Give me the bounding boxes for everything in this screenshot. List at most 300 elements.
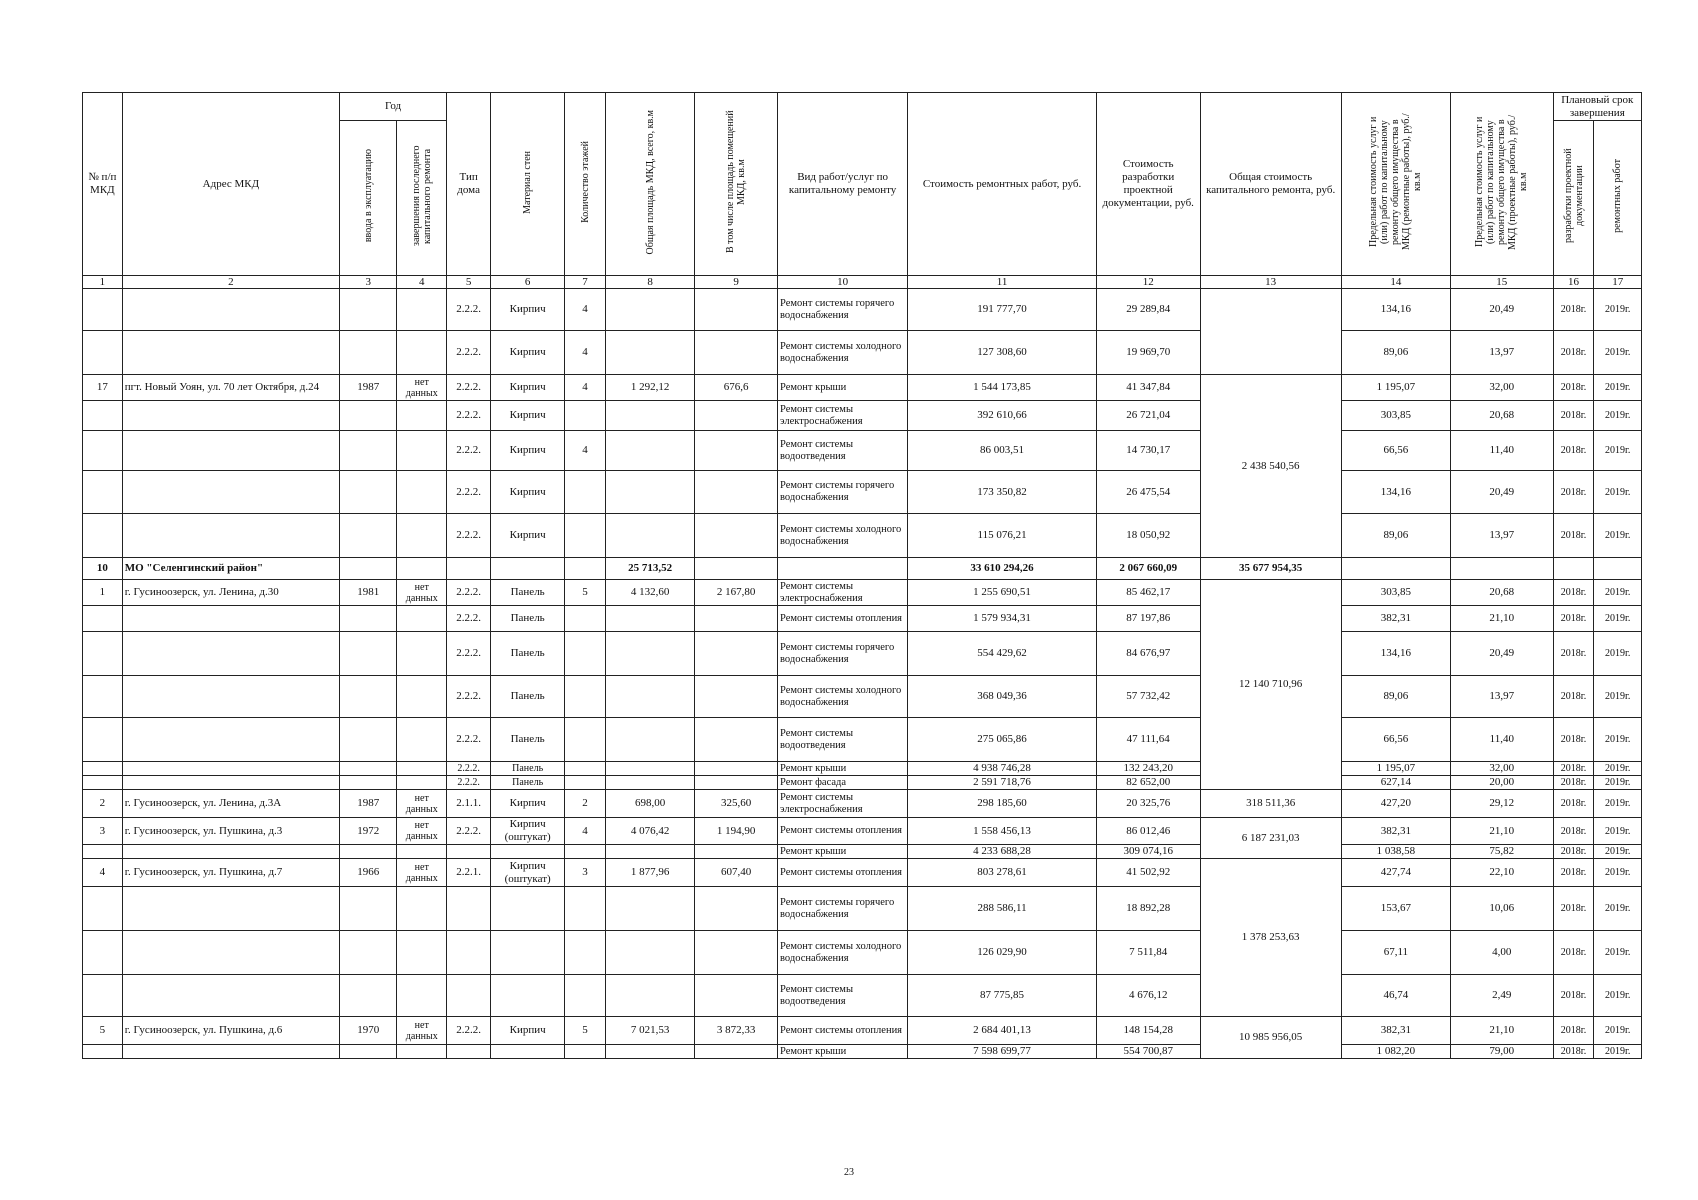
premises-area-cell: 2 167,80: [695, 580, 778, 606]
deadline-design-cell: 2018г.: [1553, 331, 1594, 375]
limit-repair-cell: 1 195,07: [1341, 375, 1450, 401]
deadline-repair-cell: 2019г.: [1594, 790, 1642, 818]
address-cell: [122, 931, 339, 975]
year-last-repair-cell: [397, 845, 447, 859]
design-cost-cell: 29 289,84: [1096, 289, 1200, 331]
limit-design-cell: 21,10: [1451, 818, 1554, 845]
work-type-cell: Ремонт системы холодного водоснабжения: [778, 931, 908, 975]
header-total-area: [605, 93, 694, 276]
repair-cost-cell: 126 029,90: [908, 931, 1097, 975]
total-area-cell: [605, 718, 694, 762]
total-area-cell: [605, 845, 694, 859]
limit-design-cell: 21,10: [1451, 606, 1554, 632]
table-row: [83, 632, 1642, 676]
address-cell: г. Гусиноозерск, ул. Пушкина, д.3: [122, 818, 339, 845]
premises-area-cell: 1 194,90: [695, 818, 778, 845]
design-cost-cell: 7 511,84: [1096, 931, 1200, 975]
wall-material-cell: Панель: [491, 776, 565, 790]
wall-material-cell: Панель: [491, 606, 565, 632]
house-type-cell: 2.2.2.: [447, 331, 491, 375]
house-number-cell: 1: [83, 580, 123, 606]
header-limit-design-text: Предельная стоимость услуг и (или) работ по капитальному ремонту общего имущества в МКД (проектные работы), руб./кв.м: [1474, 114, 1530, 250]
house-number-cell: [83, 762, 123, 776]
repair-cost-cell: 1 255 690,51: [908, 580, 1097, 606]
deadline-repair-cell: 2019г.: [1594, 776, 1642, 790]
house-type-cell: [447, 931, 491, 975]
limit-design-cell: [1451, 558, 1554, 580]
deadline-design-cell: 2018г.: [1553, 289, 1594, 331]
limit-repair-cell: 134,16: [1341, 471, 1450, 514]
repair-cost-cell: 4 938 746,28: [908, 762, 1097, 776]
house-number-cell: 17: [83, 375, 123, 401]
year-commission-cell: [340, 1045, 397, 1059]
deadline-design-cell: 2018г.: [1553, 790, 1594, 818]
limit-repair-cell: 303,85: [1341, 580, 1450, 606]
house-type-cell: 2.2.2.: [447, 606, 491, 632]
col-number: 9: [695, 276, 778, 289]
year-last-repair-cell: [397, 471, 447, 514]
total-cost-cell: 1 378 253,63: [1200, 859, 1341, 1017]
design-cost-cell: 148 154,28: [1096, 1017, 1200, 1045]
work-type-cell: Ремонт системы отопления: [778, 859, 908, 887]
address-cell: [122, 975, 339, 1017]
wall-material-cell: [491, 1045, 565, 1059]
header-deadline: Плановый срок завершения: [1553, 93, 1641, 121]
deadline-design-cell: 2018г.: [1553, 718, 1594, 762]
total-cost-cell: 318 511,36: [1200, 790, 1341, 818]
premises-area-cell: [695, 887, 778, 931]
deadline-repair-cell: 2019г.: [1594, 331, 1642, 375]
repair-cost-cell: 33 610 294,26: [908, 558, 1097, 580]
floors-cell: 4: [565, 818, 606, 845]
premises-area-cell: [695, 718, 778, 762]
deadline-design-cell: 2018г.: [1553, 1045, 1594, 1059]
wall-material-cell: [491, 845, 565, 859]
header-repair-cost: Стоимость ремонтных работ, руб.: [908, 93, 1097, 276]
table-row: [83, 331, 1642, 375]
address-cell: [122, 1045, 339, 1059]
col-number: 17: [1594, 276, 1642, 289]
premises-area-cell: [695, 845, 778, 859]
table-body: [83, 289, 1642, 1059]
design-cost-cell: 87 197,86: [1096, 606, 1200, 632]
repair-cost-cell: 275 065,86: [908, 718, 1097, 762]
wall-material-cell: Панель: [491, 676, 565, 718]
header-no: № п/п МКД: [83, 93, 123, 276]
limit-design-cell: 11,40: [1451, 718, 1554, 762]
total-area-cell: [605, 331, 694, 375]
address-cell: г. Гусиноозерск, ул. Ленина, д.3А: [122, 790, 339, 818]
table-row: [83, 431, 1642, 471]
wall-material-cell: Панель: [491, 580, 565, 606]
table-row: [83, 718, 1642, 762]
floors-cell: 4: [565, 289, 606, 331]
col-number: 15: [1451, 276, 1554, 289]
house-type-cell: 2.2.2.: [447, 431, 491, 471]
house-type-cell: 2.2.2.: [447, 289, 491, 331]
limit-design-cell: 13,97: [1451, 676, 1554, 718]
limit-repair-cell: 46,74: [1341, 975, 1450, 1017]
design-cost-cell: 41 502,92: [1096, 859, 1200, 887]
wall-material-cell: Кирпич (оштукат): [491, 818, 565, 845]
year-last-repair-cell: [397, 718, 447, 762]
house-number-cell: [83, 401, 123, 431]
deadline-repair-cell: [1594, 558, 1642, 580]
premises-area-cell: [695, 676, 778, 718]
limit-design-cell: 10,06: [1451, 887, 1554, 931]
year-commission-cell: 1972: [340, 818, 397, 845]
work-type-cell: [778, 558, 908, 580]
limit-repair-cell: 89,06: [1341, 676, 1450, 718]
floors-cell: 4: [565, 431, 606, 471]
floors-cell: [565, 762, 606, 776]
header-deadline-design: [1553, 121, 1594, 276]
floors-cell: [565, 776, 606, 790]
design-cost-cell: 132 243,20: [1096, 762, 1200, 776]
house-type-cell: 2.2.2.: [447, 762, 491, 776]
total-area-cell: 1 292,12: [605, 375, 694, 401]
work-type-cell: Ремонт системы отопления: [778, 1017, 908, 1045]
limit-design-cell: 4,00: [1451, 931, 1554, 975]
premises-area-cell: 325,60: [695, 790, 778, 818]
table-row: [83, 1017, 1642, 1045]
limit-repair-cell: 382,31: [1341, 606, 1450, 632]
header-year-commission: [340, 121, 397, 276]
header-year-last-repair-text: завершения последнего капитального ремонта: [410, 145, 433, 247]
floors-cell: [565, 931, 606, 975]
wall-material-cell: Кирпич: [491, 289, 565, 331]
house-number-cell: [83, 331, 123, 375]
total-area-cell: 4 076,42: [605, 818, 694, 845]
year-commission-cell: [340, 514, 397, 558]
house-number-cell: [83, 1045, 123, 1059]
limit-design-cell: 2,49: [1451, 975, 1554, 1017]
repair-cost-cell: 173 350,82: [908, 471, 1097, 514]
premises-area-cell: [695, 471, 778, 514]
col-number: 12: [1096, 276, 1200, 289]
floors-cell: [565, 1045, 606, 1059]
wall-material-cell: Кирпич: [491, 331, 565, 375]
house-type-cell: [447, 845, 491, 859]
deadline-repair-cell: 2019г.: [1594, 401, 1642, 431]
col-number: 8: [605, 276, 694, 289]
wall-material-cell: Кирпич: [491, 514, 565, 558]
house-number-cell: [83, 471, 123, 514]
limit-design-cell: 29,12: [1451, 790, 1554, 818]
year-commission-cell: [340, 676, 397, 718]
table-row: [83, 471, 1642, 514]
repair-cost-cell: 554 429,62: [908, 632, 1097, 676]
year-last-repair-cell: [397, 1045, 447, 1059]
house-number-cell: [83, 845, 123, 859]
design-cost-cell: 18 050,92: [1096, 514, 1200, 558]
house-type-cell: [447, 558, 491, 580]
repair-cost-cell: 2 684 401,13: [908, 1017, 1097, 1045]
deadline-repair-cell: 2019г.: [1594, 1017, 1642, 1045]
house-type-cell: 2.2.2.: [447, 401, 491, 431]
design-cost-cell: 26 475,54: [1096, 471, 1200, 514]
year-commission-cell: [340, 431, 397, 471]
work-type-cell: Ремонт системы водоотведения: [778, 431, 908, 471]
design-cost-cell: 82 652,00: [1096, 776, 1200, 790]
limit-design-cell: 20,49: [1451, 289, 1554, 331]
table-row: [83, 887, 1642, 931]
address-cell: [122, 431, 339, 471]
repair-cost-cell: 298 185,60: [908, 790, 1097, 818]
repair-cost-cell: 288 586,11: [908, 887, 1097, 931]
limit-repair-cell: 627,14: [1341, 776, 1450, 790]
limit-repair-cell: 134,16: [1341, 289, 1450, 331]
deadline-design-cell: 2018г.: [1553, 762, 1594, 776]
house-type-cell: 2.2.2.: [447, 580, 491, 606]
work-type-cell: Ремонт системы горячего водоснабжения: [778, 887, 908, 931]
limit-repair-cell: 1 038,58: [1341, 845, 1450, 859]
premises-area-cell: [695, 331, 778, 375]
deadline-repair-cell: 2019г.: [1594, 431, 1642, 471]
deadline-design-cell: 2018г.: [1553, 859, 1594, 887]
header-wall-material: [491, 93, 565, 276]
design-cost-cell: 309 074,16: [1096, 845, 1200, 859]
year-commission-cell: [340, 331, 397, 375]
work-type-cell: Ремонт крыши: [778, 375, 908, 401]
total-area-cell: 7 021,53: [605, 1017, 694, 1045]
total-area-cell: [605, 1045, 694, 1059]
house-type-cell: 2.2.2.: [447, 375, 491, 401]
header-wall-material-text: Материал стен: [522, 150, 534, 214]
limit-design-cell: 20,68: [1451, 401, 1554, 431]
limit-design-cell: 13,97: [1451, 331, 1554, 375]
deadline-repair-cell: 2019г.: [1594, 676, 1642, 718]
premises-area-cell: 676,6: [695, 375, 778, 401]
year-last-repair-cell: [397, 676, 447, 718]
address-cell: г. Гусиноозерск, ул. Пушкина, д.7: [122, 859, 339, 887]
work-type-cell: Ремонт системы электроснабжения: [778, 790, 908, 818]
total-area-cell: 25 713,52: [605, 558, 694, 580]
wall-material-cell: [491, 558, 565, 580]
limit-repair-cell: 382,31: [1341, 818, 1450, 845]
total-area-cell: [605, 431, 694, 471]
deadline-design-cell: 2018г.: [1553, 1017, 1594, 1045]
premises-area-cell: 607,40: [695, 859, 778, 887]
house-type-cell: 2.2.1.: [447, 859, 491, 887]
address-cell: г. Гусиноозерск, ул. Пушкина, д.6: [122, 1017, 339, 1045]
house-number-cell: [83, 289, 123, 331]
year-last-repair-cell: [397, 431, 447, 471]
work-type-cell: Ремонт системы водоотведения: [778, 975, 908, 1017]
header-address: Адрес МКД: [122, 93, 339, 276]
house-type-cell: 2.2.2.: [447, 632, 491, 676]
design-cost-cell: 19 969,70: [1096, 331, 1200, 375]
year-commission-cell: 1987: [340, 790, 397, 818]
house-number-cell: 2: [83, 790, 123, 818]
header-limit-design: [1451, 93, 1554, 276]
design-cost-cell: 85 462,17: [1096, 580, 1200, 606]
floors-cell: 5: [565, 1017, 606, 1045]
year-last-repair-cell: [397, 401, 447, 431]
floors-cell: 4: [565, 331, 606, 375]
limit-design-cell: 11,40: [1451, 431, 1554, 471]
deadline-repair-cell: 2019г.: [1594, 818, 1642, 845]
house-type-cell: 2.2.2.: [447, 718, 491, 762]
deadline-design-cell: 2018г.: [1553, 375, 1594, 401]
address-cell: пгт. Новый Уоян, ул. 70 лет Октября, д.24: [122, 375, 339, 401]
header-work-type: Вид работ/услуг по капитальному ремонту: [778, 93, 908, 276]
year-last-repair-cell: [397, 289, 447, 331]
wall-material-cell: Кирпич: [491, 401, 565, 431]
deadline-repair-cell: 2019г.: [1594, 859, 1642, 887]
floors-cell: [565, 471, 606, 514]
premises-area-cell: [695, 401, 778, 431]
total-area-cell: [605, 676, 694, 718]
limit-design-cell: 20,68: [1451, 580, 1554, 606]
year-commission-cell: [340, 718, 397, 762]
year-commission-cell: [340, 931, 397, 975]
table-row: [83, 606, 1642, 632]
header-design-cost: Стоимость разработки проектной документации, руб.: [1096, 93, 1200, 276]
table-row: [83, 818, 1642, 845]
address-cell: [122, 762, 339, 776]
design-cost-cell: 84 676,97: [1096, 632, 1200, 676]
wall-material-cell: Кирпич: [491, 790, 565, 818]
year-commission-cell: 1981: [340, 580, 397, 606]
year-commission-cell: [340, 632, 397, 676]
house-type-cell: 2.1.1.: [447, 790, 491, 818]
house-type-cell: [447, 887, 491, 931]
column-numbers-row: [83, 276, 1642, 289]
total-area-cell: [605, 514, 694, 558]
repair-cost-cell: 87 775,85: [908, 975, 1097, 1017]
wall-material-cell: Кирпич: [491, 471, 565, 514]
year-commission-cell: [340, 845, 397, 859]
house-type-cell: 2.2.2.: [447, 676, 491, 718]
floors-cell: [565, 845, 606, 859]
total-area-cell: [605, 931, 694, 975]
premises-area-cell: [695, 762, 778, 776]
header-limit-repair: [1341, 93, 1450, 276]
repair-cost-cell: 1 558 456,13: [908, 818, 1097, 845]
limit-repair-cell: 89,06: [1341, 331, 1450, 375]
limit-repair-cell: 1 082,20: [1341, 1045, 1450, 1059]
floors-cell: [565, 606, 606, 632]
col-number: 1: [83, 276, 123, 289]
col-number: 10: [778, 276, 908, 289]
col-number: 6: [491, 276, 565, 289]
deadline-repair-cell: 2019г.: [1594, 1045, 1642, 1059]
year-last-repair-cell: [397, 632, 447, 676]
address-cell: [122, 289, 339, 331]
work-type-cell: Ремонт крыши: [778, 762, 908, 776]
header-deadline-repair-text: ремонтных работ: [1612, 159, 1624, 233]
total-area-cell: [605, 289, 694, 331]
floors-cell: [565, 558, 606, 580]
col-number: 2: [122, 276, 339, 289]
work-type-cell: Ремонт крыши: [778, 1045, 908, 1059]
header-deadline-design-text: разработки проектной документации: [1562, 148, 1585, 244]
address-cell: г. Гусиноозерск, ул. Ленина, д.30: [122, 580, 339, 606]
year-last-repair-cell: нет данных: [397, 580, 447, 606]
total-cost-cell: [1200, 289, 1341, 375]
address-cell: [122, 514, 339, 558]
address-cell: МО "Селенгинский район": [122, 558, 339, 580]
district-total-row: [83, 558, 1642, 580]
header-year: Год: [340, 93, 447, 121]
premises-area-cell: 3 872,33: [695, 1017, 778, 1045]
design-cost-cell: 41 347,84: [1096, 375, 1200, 401]
work-type-cell: Ремонт системы отопления: [778, 818, 908, 845]
floors-cell: 4: [565, 375, 606, 401]
year-last-repair-cell: нет данных: [397, 859, 447, 887]
wall-material-cell: Панель: [491, 632, 565, 676]
work-type-cell: Ремонт системы холодного водоснабжения: [778, 676, 908, 718]
header-total-area-text: Общая площадь МКД, всего, кв.м: [644, 109, 656, 255]
design-cost-cell: 86 012,46: [1096, 818, 1200, 845]
limit-design-cell: 13,97: [1451, 514, 1554, 558]
year-last-repair-cell: [397, 514, 447, 558]
year-last-repair-cell: [397, 558, 447, 580]
year-commission-cell: [340, 776, 397, 790]
premises-area-cell: [695, 558, 778, 580]
table-row: [83, 975, 1642, 1017]
floors-cell: 2: [565, 790, 606, 818]
floors-cell: [565, 887, 606, 931]
deadline-design-cell: 2018г.: [1553, 401, 1594, 431]
year-commission-cell: 1987: [340, 375, 397, 401]
deadline-design-cell: [1553, 558, 1594, 580]
total-area-cell: [605, 887, 694, 931]
limit-design-cell: 20,00: [1451, 776, 1554, 790]
house-number-cell: [83, 887, 123, 931]
deadline-repair-cell: 2019г.: [1594, 887, 1642, 931]
table-row: [83, 514, 1642, 558]
total-cost-cell: 2 438 540,56: [1200, 375, 1341, 558]
work-type-cell: Ремонт системы холодного водоснабжения: [778, 331, 908, 375]
total-area-cell: [605, 975, 694, 1017]
limit-design-cell: 20,49: [1451, 632, 1554, 676]
address-cell: [122, 606, 339, 632]
year-last-repair-cell: [397, 606, 447, 632]
premises-area-cell: [695, 606, 778, 632]
table-row: [83, 790, 1642, 818]
limit-design-cell: 22,10: [1451, 859, 1554, 887]
deadline-repair-cell: 2019г.: [1594, 471, 1642, 514]
repair-program-table: [82, 92, 1642, 1059]
header-floors-text: Количество этажей: [579, 141, 591, 223]
deadline-design-cell: 2018г.: [1553, 887, 1594, 931]
house-number-cell: [83, 776, 123, 790]
deadline-design-cell: 2018г.: [1553, 514, 1594, 558]
house-type-cell: 2.2.2.: [447, 818, 491, 845]
capital-repair-table-sheet: [82, 92, 1642, 1137]
repair-cost-cell: 368 049,36: [908, 676, 1097, 718]
limit-design-cell: 21,10: [1451, 1017, 1554, 1045]
total-cost-cell: 35 677 954,35: [1200, 558, 1341, 580]
table-row: [83, 676, 1642, 718]
table-row: [83, 580, 1642, 606]
deadline-design-cell: 2018г.: [1553, 818, 1594, 845]
deadline-repair-cell: 2019г.: [1594, 762, 1642, 776]
limit-repair-cell: 66,56: [1341, 718, 1450, 762]
col-number: 7: [565, 276, 606, 289]
year-commission-cell: [340, 975, 397, 1017]
floors-cell: [565, 401, 606, 431]
house-number-cell: [83, 431, 123, 471]
work-type-cell: Ремонт системы холодного водоснабжения: [778, 514, 908, 558]
year-commission-cell: [340, 606, 397, 632]
work-type-cell: Ремонт системы горячего водоснабжения: [778, 632, 908, 676]
total-area-cell: [605, 471, 694, 514]
house-number-cell: [83, 718, 123, 762]
total-area-cell: 1 877,96: [605, 859, 694, 887]
